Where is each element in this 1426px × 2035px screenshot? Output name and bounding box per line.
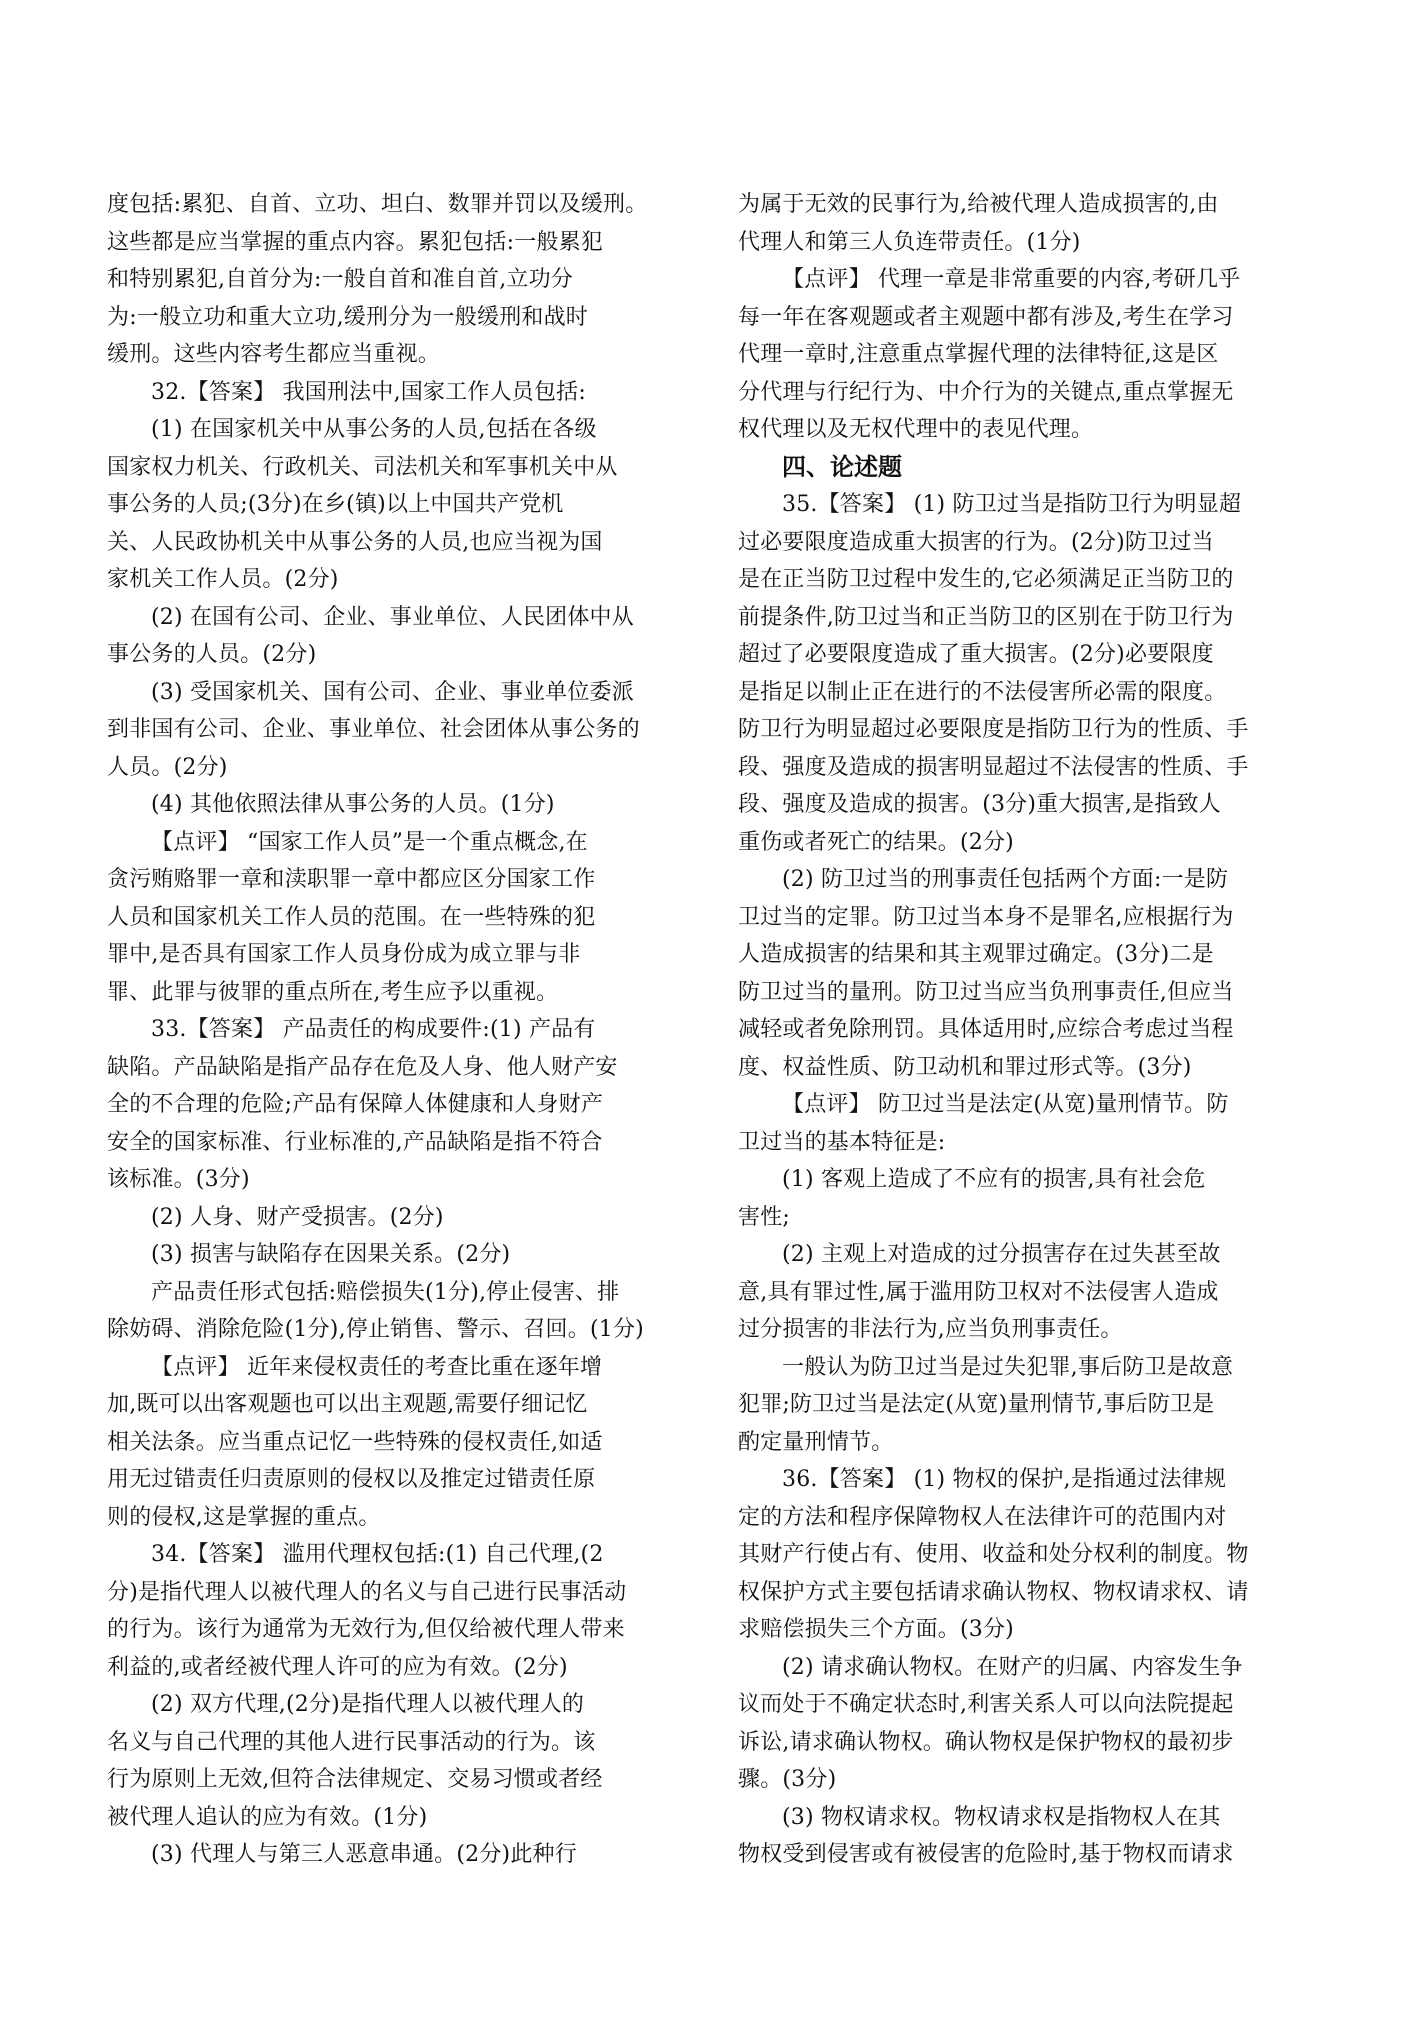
left-text-line: (3) 损害与缺陷存在因果关系。(2分) [151,1242,511,1267]
left-text-line: 事公务的人员。(2分) [107,642,317,667]
left-text-line: 名义与自己代理的其他人进行民事活动的行为。该 [107,1729,596,1755]
right-text-line: 议而处于不确定状态时,利害关系人可以向法院提起 [738,1692,1234,1717]
left-text-line: 这些都是应当掌握的重点内容。累犯包括:一般累犯 [107,229,604,255]
right-text-line: 【点评】 防卫过当是法定(从宽)量刑情节。防 [782,1092,1229,1117]
right-column [738,186,1328,1874]
right-text-line: 是在正当防卫过程中发生的,它必须满足正当防卫的 [738,567,1234,592]
right-text-line: (2) 请求确认物权。在财产的归属、内容发生争 [782,1654,1243,1680]
left-text-line: 家机关工作人员。(2分) [107,567,339,592]
right-text-line: 权保护方式主要包括请求确认物权、物权请求权、请 [738,1579,1249,1605]
left-text-line: (2) 在国有公司、企业、事业单位、人民团体中从 [151,604,634,630]
right-text-line: 其财产行使占有、使用、收益和处分权利的制度。物 [738,1542,1249,1567]
left-text-line: 为:一般立功和重大立功,缓刑分为一般缓刑和战时 [107,304,589,330]
right-text-line: 求赔偿损失三个方面。(3分) [738,1617,1014,1642]
left-text-line: 人员和国家机关工作人员的范围。在一些特殊的犯 [107,904,596,930]
right-text-line: 过必要限度造成重大损害的行为。(2分)防卫过当 [738,529,1214,555]
left-text-line: 全的不合理的危险;产品有保障人体健康和人身财产 [107,1092,604,1117]
left-text-line: 【点评】 近年来侵权责任的考查比重在逐年增 [151,1354,603,1380]
right-text-line: 酌定量刑情节。 [738,1429,894,1455]
left-text-line: 罪中,是否具有国家工作人员身份成为成立罪与非 [107,942,581,967]
right-text-line: 一般认为防卫过当是过失犯罪,事后防卫是故意 [782,1354,1234,1380]
left-text-line: 和特别累犯,自首分为:一般自首和准自首,立功分 [107,267,573,292]
right-text-line: 前提条件,防卫过当和正当防卫的区别在于防卫行为 [738,604,1234,630]
left-text-line: 加,既可以出客观题也可以出主观题,需要仔细记忆 [107,1392,588,1417]
left-text-line: 则的侵权,这是掌握的重点。 [107,1504,381,1530]
right-text-line: 物权受到侵害或有被侵害的危险时,基于物权而请求 [738,1842,1234,1867]
left-text-line: 安全的国家标准、行业标准的,产品缺陷是指不符合 [107,1129,603,1155]
right-text-line: 防卫过当的量刑。防卫过当应当负刑事责任,但应当 [738,979,1234,1005]
left-text-line: (3) 代理人与第三人恶意串通。(2分)此种行 [151,1842,577,1867]
left-text-line: 国家权力机关、行政机关、司法机关和军事机关中从 [107,454,618,480]
left-text-line: 人员。(2分) [107,754,228,780]
left-text-line: 到非国有公司、企业、事业单位、社会团体从事公务的 [107,717,640,742]
left-text-line: (1) 在国家机关中从事公务的人员,包括在各级 [151,417,597,442]
right-text-line: 卫过当的定罪。防卫过当本身不是罪名,应根据行为 [738,904,1234,930]
right-text-line: 每一年在客观题或者主观题中都有涉及,考生在学习 [738,304,1234,330]
right-text-line: 代理人和第三人负连带责任。(1分) [738,229,1081,255]
right-text-line: 35.【答案】 (1) 防卫过当是指防卫行为明显超 [782,492,1242,517]
right-text-line: (3) 物权请求权。物权请求权是指物权人在其 [782,1804,1221,1830]
right-text-line: (1) 客观上造成了不应有的损害,具有社会危 [782,1167,1206,1192]
left-text-line: (4) 其他依照法律从事公务的人员。(1分) [151,792,555,817]
left-text-line: 该标准。(3分) [107,1167,250,1192]
left-text-line: 罪、此罪与彼罪的重点所在,考生应予以重视。 [107,979,559,1005]
right-text-line: 诉讼,请求确认物权。确认物权是保护物权的最初步 [738,1729,1234,1755]
right-text-line: 卫过当的基本特征是: [738,1129,946,1155]
right-text-line: (2) 主观上对造成的过分损害存在过失甚至故 [782,1242,1221,1267]
left-text-line: 关、人民政协机关中从事公务的人员,也应当视为国 [107,529,603,555]
right-text-line: 权代理以及无权代理中的表见代理。 [738,417,1094,442]
left-text-line: 的行为。该行为通常为无效行为,但仅给被代理人带来 [107,1617,625,1642]
right-text-line: 【点评】 代理一章是非常重要的内容,考研几乎 [782,267,1241,292]
section-heading: 四、论述题 [782,452,902,481]
left-text-line: 34.【答案】 滥用代理权包括:(1) 自己代理,(2 [151,1542,604,1567]
right-text-line: 减轻或者免除刑罚。具体适用时,应综合考虑过当程 [738,1017,1234,1042]
left-text-line: 相关法条。应当重点记忆一些特殊的侵权责任,如适 [107,1429,603,1455]
right-text-line: 36.【答案】 (1) 物权的保护,是指通过法律规 [782,1467,1227,1492]
right-text-line: 意,具有罪过性,属于滥用防卫权对不法侵害人造成 [738,1279,1219,1305]
right-text-line: 人造成损害的结果和其主观罪过确定。(3分)二是 [738,942,1214,967]
left-column [107,186,697,1874]
left-text-line: (2) 双方代理,(2分)是指代理人以被代理人的 [151,1692,585,1717]
right-text-line: 是指足以制止正在进行的不法侵害所必需的限度。 [738,679,1227,705]
left-text-line: 用无过错责任归责原则的侵权以及推定过错责任原 [107,1467,596,1492]
left-text-line: 度包括:累犯、自首、立功、坦白、数罪并罚以及缓刑。 [107,192,648,217]
left-text-line: (2) 人身、财产受损害。(2分) [151,1204,444,1230]
right-text-line: 为属于无效的民事行为,给被代理人造成损害的,由 [738,192,1219,217]
right-text-line: 犯罪;防卫过当是法定(从宽)量刑情节,事后防卫是 [738,1392,1215,1417]
right-text-line: 骤。(3分) [738,1767,837,1792]
right-text-line: (2) 防卫过当的刑事责任包括两个方面:一是防 [782,867,1229,892]
left-text-line: 33.【答案】 产品责任的构成要件:(1) 产品有 [151,1017,596,1042]
left-text-line: 分)是指代理人以被代理人的名义与自己进行民事活动 [107,1579,627,1605]
left-text-line: 贪污贿赂罪一章和渎职罪一章中都应区分国家工作 [107,867,596,892]
right-text-line: 过分损害的非法行为,应当负刑事责任。 [738,1317,1123,1342]
right-text-line: 害性; [738,1204,791,1230]
left-text-line: 被代理人追认的应为有效。(1分) [107,1804,428,1830]
right-text-line: 度、权益性质、防卫动机和罪过形式等。(3分) [738,1054,1192,1080]
left-text-line: 除妨碍、消除危险(1分),停止销售、警示、召回。(1分) [107,1317,644,1342]
left-text-line: 事公务的人员;(3分)在乡(镇)以上中国共产党机 [107,492,564,517]
left-text-line: 产品责任形式包括:赔偿损失(1分),停止侵害、排 [151,1279,620,1305]
left-text-line: 行为原则上无效,但符合法律规定、交易习惯或者经 [107,1767,603,1792]
left-text-line: 利益的,或者经被代理人许可的应为有效。(2分) [107,1654,568,1680]
right-text-line: 超过了必要限度造成了重大损害。(2分)必要限度 [738,642,1214,667]
left-text-line: 缓刑。这些内容考生都应当重视。 [107,342,441,367]
right-text-line: 代理一章时,注意重点掌握代理的法律特征,这是区 [738,342,1219,367]
right-text-line: 防卫行为明显超过必要限度是指防卫行为的性质、手 [738,717,1249,742]
left-text-line: 【点评】 “国家工作人员”是一个重点概念,在 [151,829,588,855]
right-text-line: 段、强度及造成的损害明显超过不法侵害的性质、手 [738,754,1249,780]
right-text-line: 定的方法和程序保障物权人在法律许可的范围内对 [738,1504,1227,1530]
left-text-line: 32.【答案】 我国刑法中,国家工作人员包括: [151,379,586,405]
left-text-line: 缺陷。产品缺陷是指产品存在危及人身、他人财产安 [107,1054,618,1080]
left-text-line: (3) 受国家机关、国有公司、企业、事业单位委派 [151,679,634,705]
right-text-line: 段、强度及造成的损害。(3分)重大损害,是指致人 [738,792,1221,817]
right-text-line: 分代理与行纪行为、中介行为的关键点,重点掌握无 [738,379,1234,405]
right-text-line: 重伤或者死亡的结果。(2分) [738,829,1014,855]
